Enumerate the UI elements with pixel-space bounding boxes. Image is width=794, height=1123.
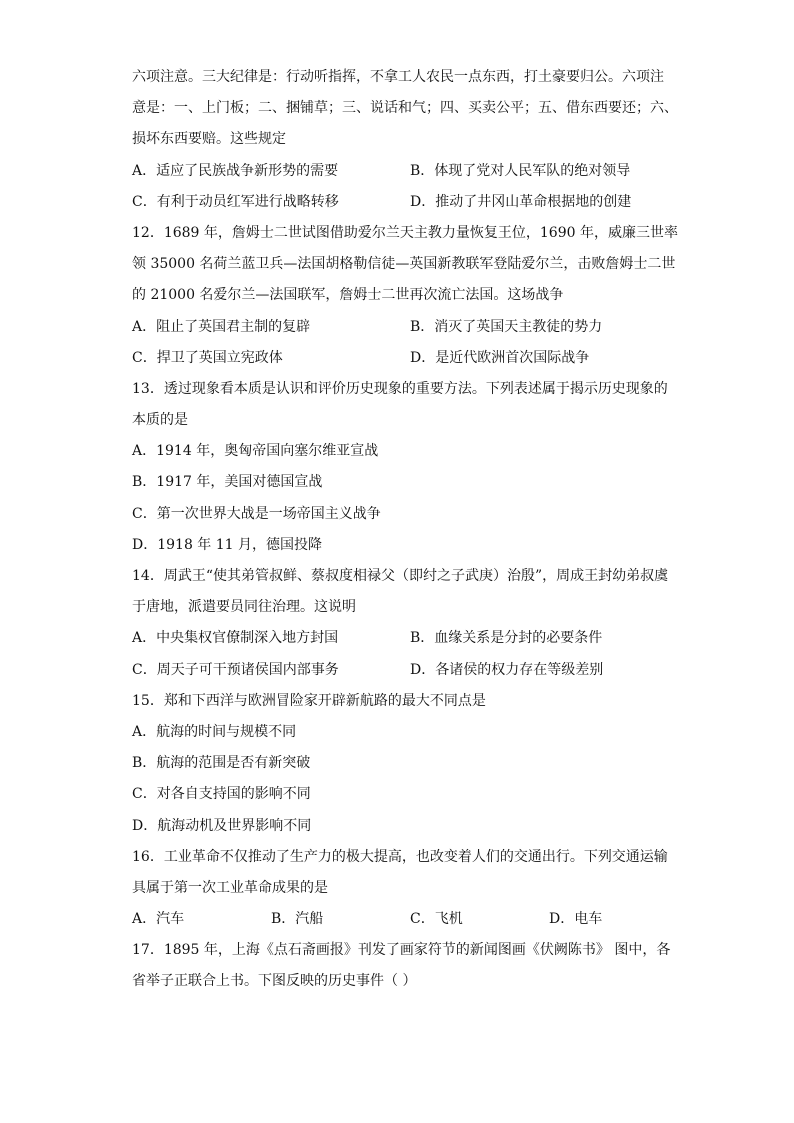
question-stem-line: 具属于第一次工业革命成果的是 [132, 879, 328, 896]
question-stem-line: 13．透过现象看本质是认识和评价历史现象的重要方法。下列表述属于揭示历史现象的 [132, 380, 668, 397]
question-stem-line: 15．郑和下西洋与欧洲冒险家开辟新航路的最大不同点是 [132, 692, 486, 709]
question-stem-line: 损坏东西要赔。这些规定 [132, 131, 286, 148]
option-c[interactable]: C．有利于动员红军进行战略转移 [132, 193, 339, 210]
options-row [132, 187, 672, 218]
option-a[interactable]: A．航海的时间与规模不同 [132, 723, 297, 740]
option-c[interactable]: C．飞机 [410, 911, 463, 928]
question-stem-line: 领 35000 名荷兰蓝卫兵—法国胡格勒信徒—英国新教联军登陆爱尔兰，击败詹姆士二世 [132, 256, 676, 273]
option-d[interactable]: D．是近代欧洲首次国际战争 [410, 349, 590, 366]
question-12 [132, 218, 678, 374]
option-b[interactable]: B．血缘关系是分封的必要条件 [410, 630, 603, 647]
option-b[interactable]: B．汽船 [271, 911, 324, 928]
option-b[interactable]: B．体现了党对人民军队的绝对领导 [410, 162, 631, 179]
question-14 [132, 561, 672, 686]
question-stem-line: 省举子正联合上书。下图反映的历史事件（ ） [132, 973, 417, 990]
question-stem-line: 的 21000 名爱尔兰—法国联军，詹姆士二世再次流亡法国。这场战争 [132, 287, 564, 304]
options-row [132, 623, 672, 654]
options-row [132, 312, 672, 343]
option-d[interactable]: D．各诸侯的权力存在等级差别 [410, 661, 604, 678]
question-stem-line: 12．1689 年，詹姆士二世试图借助爱尔兰天主教力量恢复王位，1690 年，威廉三世率 [132, 224, 678, 241]
option-c[interactable]: C．周天子可干预诸侯国内部事务 [132, 661, 339, 678]
option-d[interactable]: D．航海动机及世界影响不同 [132, 817, 312, 834]
option-b[interactable]: B．航海的范围是否有新突破 [132, 755, 311, 772]
option-a[interactable]: A．汽车 [132, 911, 185, 928]
question-16 [132, 842, 672, 936]
question-11 [132, 62, 678, 218]
option-b[interactable]: B．1917 年，美国对德国宣战 [132, 474, 323, 491]
question-17 [132, 935, 672, 997]
option-b[interactable]: B．消灭了英国天主教徒的势力 [410, 318, 603, 335]
question-stem-line: 于唐地，派遣要员同往治理。这说明 [132, 599, 356, 616]
option-a[interactable]: A．阻止了英国君主制的复辟 [132, 318, 311, 335]
exam-page [132, 62, 678, 998]
option-d[interactable]: D．推动了井冈山革命根据地的创建 [410, 193, 632, 210]
options-row [132, 904, 672, 935]
options-row [132, 343, 672, 374]
question-stem-line: 六项注意。三大纪律是：行动听指挥，不拿工人农民一点东西，打土豪要归公。六项注 [132, 69, 664, 85]
question-stem-line: 本质的是 [132, 412, 188, 429]
options-row [132, 156, 672, 187]
option-a[interactable]: A．1914 年，奥匈帝国向塞尔维亚宣战 [132, 443, 379, 460]
option-d[interactable]: D．1918 年 11 月，德国投降 [132, 536, 323, 553]
option-a[interactable]: A．中央集权官僚制深入地方封国 [132, 630, 339, 647]
option-c[interactable]: C．对各自支持国的影响不同 [132, 786, 311, 803]
question-stem-line: 17．1895 年，上海《点石斋画报》刊发了画家符节的新闻图画《伏阙陈书》 图中，各 [132, 942, 671, 959]
question-stem-line: 意是：一、上门板；二、捆铺草；三、说话和气；四、买卖公平；五、借东西要还；六、 [132, 100, 678, 117]
question-15 [132, 686, 672, 842]
option-d[interactable]: D．电车 [549, 911, 603, 928]
option-c[interactable]: C．捍卫了英国立宪政体 [132, 349, 283, 366]
question-13 [132, 374, 672, 561]
option-a[interactable]: A．适应了民族战争新形势的需要 [132, 162, 339, 179]
question-stem-line: 14．周武王“使其弟管叔鲜、蔡叔度相禄父（即纣之子武庚）治殷”，周成王封幼弟叔虞 [132, 568, 669, 584]
option-c[interactable]: C．第一次世界大战是一场帝国主义战争 [132, 505, 381, 522]
question-stem-line: 16．工业革命不仅推动了生产力的极大提高，也改变着人们的交通出行。下列交通运输 [132, 848, 668, 865]
options-row [132, 655, 672, 686]
